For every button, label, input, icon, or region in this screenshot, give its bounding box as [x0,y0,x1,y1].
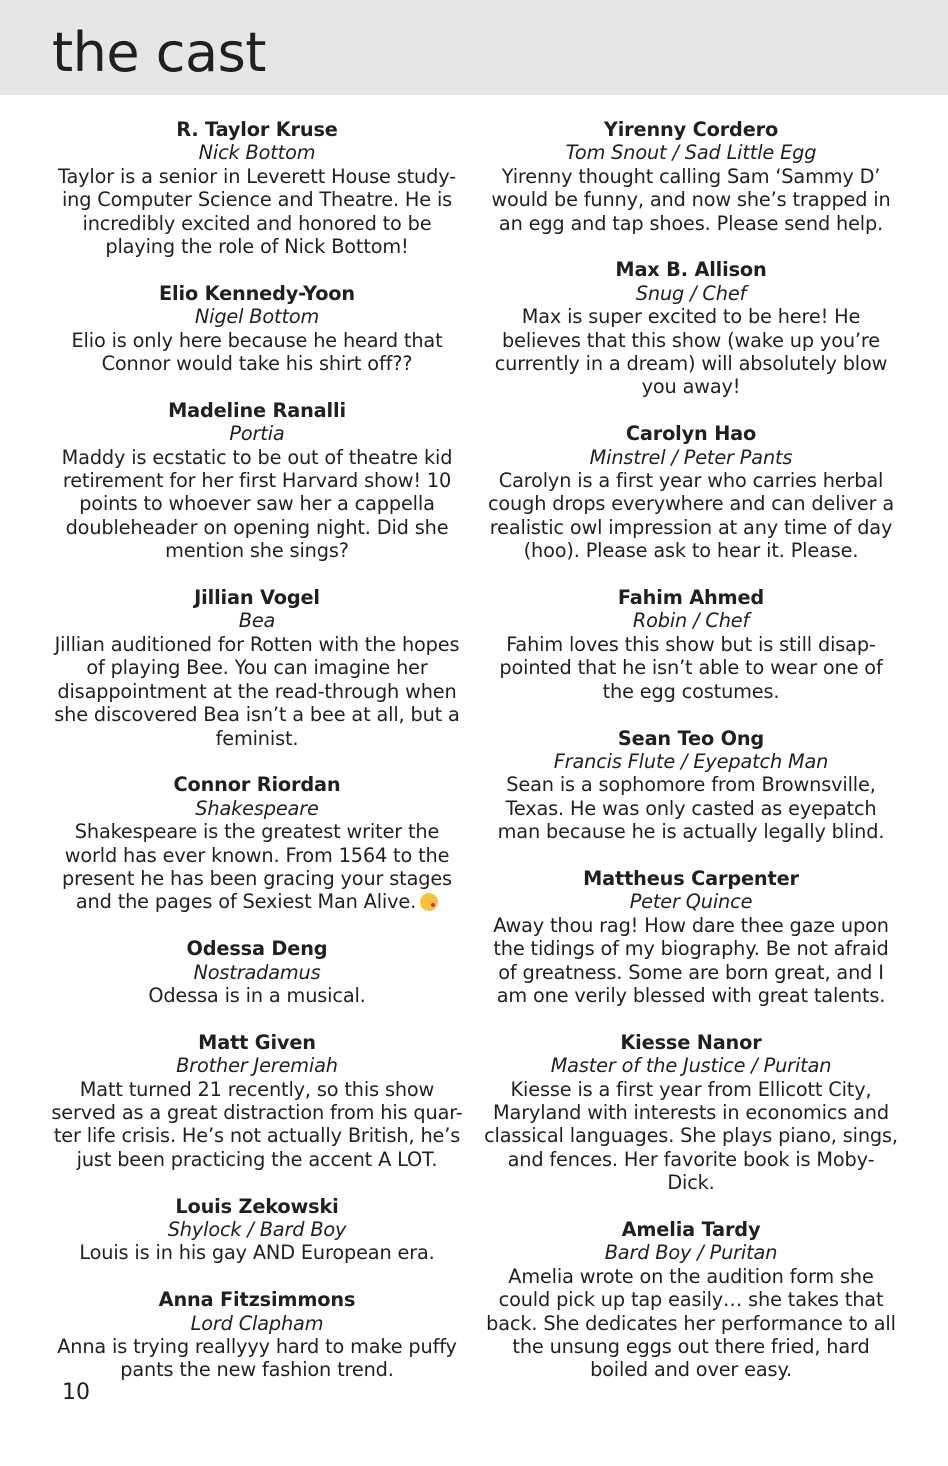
cast-entry [50,1031,464,1171]
cast-member-bio-block [50,329,464,376]
cast-member-role: Peter Quince [629,890,753,914]
cast-entry [484,586,898,703]
cast-member-name: Connor Riordan [173,773,341,797]
cast-member-bio: Max is super excited to be here! He believes that this show (wake up you’re currently in a dream) will absolutely blow you away! [494,305,888,399]
cast-member-bio-block [50,165,464,259]
cast-member-bio-block [484,469,898,563]
cast-member-role: Nigel Bottom [194,305,320,329]
cast-member-name: Louis Zekowski [175,1194,339,1218]
cast-entry [484,422,898,562]
cast-member-name: Jillian Vogel [194,586,320,610]
cast-member-role: Francis Flute / Eyepatch Man [553,749,829,773]
cast-member-role: Shakespeare [195,796,319,820]
cast-entry [50,1288,464,1382]
cast-member-bio: Taylor is a senior in Leverett House study-ing Computer Science and Theatre. He is incredibly excited and honored to be playing the role of Nick Bottom! [58,164,456,259]
cast-member-bio: Yirenny thought calling Sam ‘Sammy D’ would be funny, and now she’s trapped in an egg and tap shoes. Please send help. [491,164,891,235]
cast-member-bio-block [50,1241,464,1264]
cast-entry [484,258,898,398]
cast-member-bio-block [50,984,464,1007]
cast-member-bio: Away thou rag! How dare thee gaze upon the tidings of my biography. Be not afraid of greatness. Some are born great, and I am one verily blessed with great talents. [493,913,889,1007]
cast-member-bio-block [50,633,464,750]
cast-column-left [50,118,464,1405]
cast-member-name: Yirenny Cordero [603,118,779,141]
cast-member-bio: Shakespeare is the greatest writer the world has ever known. From 1564 to the present he has been gracing your stages and the pages of Sexiest Man Alive. [62,820,452,914]
kissing-face-emoji-icon [420,893,438,911]
cast-member-bio: Carolyn is a first year who carries herbal cough drops everywhere and can deliver a realistic owl impression at any time of day (hoo). Please ask to hear it. Please. [487,469,895,563]
cast-member-role: Minstrel / Peter Pants [589,445,793,469]
page-title: the cast [52,21,266,84]
cast-member-bio: Elio is only here because he heard that Connor would take his shirt off?? [71,328,443,376]
cast-member-name: Kiesse Nanor [620,1030,762,1054]
cast-member-name: Matt Given [198,1030,316,1054]
cast-member-bio-block [484,633,898,703]
cast-member-name: Max B. Allison [615,258,767,282]
cast-member-name: R. Taylor Kruse [176,118,338,141]
cast-entry [50,399,464,563]
cast-member-name: Odessa Deng [186,937,328,961]
cast-member-bio: Jillian auditioned for Rotten with the hopes of playing Bee. You can imagine her disappointment at the read-through when she discovered Bea isn’t a bee at all, but a feminist. [54,632,460,750]
cast-member-bio: Odessa is in a musical. [148,983,366,1007]
cast-member-role: Bea [238,609,276,633]
cast-member-role: Master of the Justice / Puritan [550,1054,832,1078]
cast-member-role: Nick Bottom [198,141,316,165]
cast-member-bio: Amelia wrote on the audition form she could pick up tap easily… she takes that back. She dedicates her performance to all the unsung eggs out there fried, hard boiled and over easy. [486,1264,896,1382]
cast-member-role: Robin / Chef [632,609,750,633]
cast-member-bio-block [50,446,464,563]
page-number: 10 [62,1380,90,1405]
cast-entry [484,1031,898,1195]
cast-entry [484,727,898,844]
cast-entry [50,773,464,913]
cast-member-name: Carolyn Hao [625,422,757,446]
cast-member-bio: Fahim loves this show but is still disap-pointed that he isn’t able to wear one of the egg costumes. [499,632,883,703]
cast-entry [484,1218,898,1382]
cast-entry [484,867,898,1007]
cast-member-name: Elio Kennedy-Yoon [159,281,355,305]
cast-member-bio-block [50,1335,464,1382]
cast-member-bio: Sean is a sophomore from Brownsville, Texas. He was only casted as eyepatch man because he is actually legally blind. [497,773,885,844]
cast-member-bio-block [50,820,464,914]
cast-member-name: Fahim Ahmed [617,586,765,610]
cast-entry [50,1195,464,1265]
cast-member-name: Madeline Ranalli [168,398,346,422]
page-header [0,0,948,95]
cast-member-role: Nostradamus [193,960,321,984]
cast-member-bio: Anna is trying reallyyy hard to make puffy pants the new fashion trend. [57,1335,457,1382]
cast-member-name: Sean Teo Ong [617,726,765,750]
cast-entry [50,937,464,1007]
cast-member-bio-block [50,1078,464,1172]
cast-member-bio-block [484,165,898,235]
cast-entry [50,118,464,258]
cast-entry [50,586,464,750]
cast-member-bio: Maddy is ecstatic to be out of theatre kid retirement for her first Harvard show! 10 points to whoever saw her a cappella doubleheader on opening night. Did she mention she sings? [61,445,453,563]
cast-member-role: Snug / Chef [635,281,747,305]
cast-member-role: Tom Snout / Sad Little Egg [565,141,817,165]
cast-member-bio: Matt turned 21 recently, so this show served as a great distraction from his quar-ter life crisis. He’s not actually British, he’s just been practicing the accent A LOT. [51,1077,463,1171]
cast-member-name: Amelia Tardy [621,1217,761,1241]
cast-member-bio: Louis is in his gay AND European era. [79,1241,435,1265]
cast-member-bio-block [484,1265,898,1382]
cast-column-right [484,118,898,1405]
cast-member-bio: Kiesse is a first year from Ellicott City, Maryland with interests in economics and classical languages. She plays piano, sings, and fences. Her favorite book is Moby-Dick. [484,1077,898,1195]
cast-member-role: Portia [229,422,285,446]
cast-member-bio-block [484,1078,898,1195]
cast-entry [484,118,898,235]
cast-member-role: Bard Boy / Puritan [604,1241,778,1265]
cast-member-name: Anna Fitzsimmons [158,1288,356,1312]
cast-entry [50,282,464,376]
cast-member-bio-block [484,773,898,843]
cast-member-role: Brother Jeremiah [176,1054,338,1078]
cast-member-bio-block [484,305,898,399]
cast-member-role: Lord Clapham [190,1311,324,1335]
cast-member-role: Shylock / Bard Boy [167,1217,347,1241]
cast-member-name: Mattheus Carpenter [583,866,799,890]
cast-member-bio-block [484,914,898,1008]
